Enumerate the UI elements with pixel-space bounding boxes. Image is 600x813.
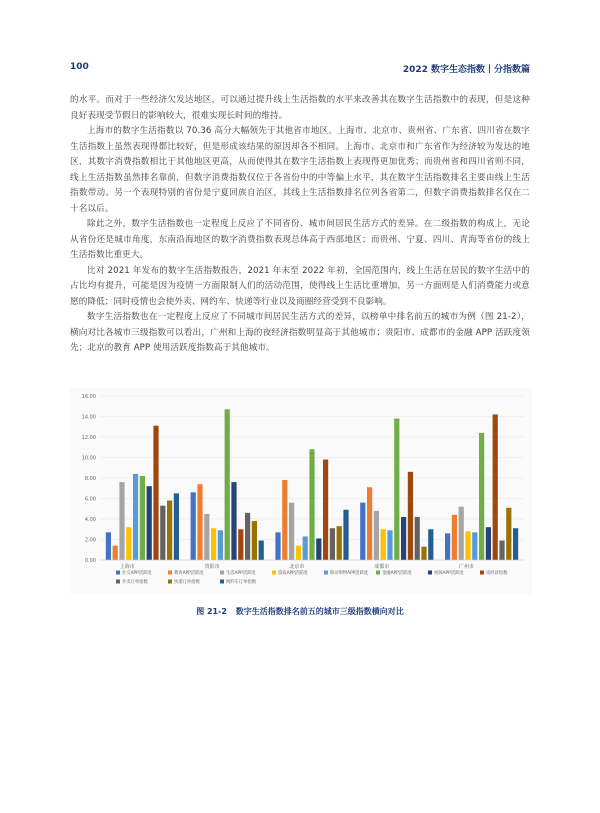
paragraph: 上海市的数字生活指数以 70.36 高分大幅领先于其他省市地区。上海市、北京市、贵州省、广东省、四川省在数字生活指数上虽然表现得都比较好，但是形成该结果的原因却各不相同。上海市、北京市和广东省作为经济较为发达的地区，其数字消费指数相比于其他地区更高，从而使得其在数字生活指数上表现得更加优秀；而贵州省和四川省则不同，线上生活指数虽然排名靠前，但数字消费指数仅位于各省份中的中等偏上水平，其在数字生活指数排名主要由线上生活指数带动。另一个表现特别的省份是宁夏回族自治区，其线上生活指数排名位列各省第二，但数字消费指数排名仅在二十名以后。 (70, 126, 530, 214)
legend-label: 网约车订单指数 (226, 580, 257, 585)
bar (174, 493, 179, 560)
legend-label: 游戏APP活跃度 (278, 571, 308, 576)
y-tick-label: 4.00 (84, 517, 96, 523)
bar (191, 492, 196, 560)
y-tick-label: 0.00 (84, 558, 96, 564)
y-tick-label: 6.00 (84, 496, 96, 503)
bar (479, 433, 484, 560)
bar (197, 484, 202, 560)
bar (452, 515, 457, 560)
bar (486, 527, 491, 560)
page-number: 100 (70, 62, 89, 72)
bar (238, 529, 243, 560)
bar (374, 511, 379, 560)
bar (323, 460, 328, 560)
legend-label: 社交APP活跃度 (122, 571, 152, 576)
bar (513, 528, 518, 560)
bar (309, 449, 314, 560)
bar (303, 536, 308, 560)
legend-swatch (116, 571, 120, 575)
legend-label: 视频APP活跃度 (434, 571, 464, 576)
bar-chart (70, 388, 532, 594)
bar (493, 414, 498, 560)
bar (465, 531, 470, 560)
bar (289, 503, 294, 560)
paragraph: 除此之外，数字生活指数也一定程度上反应了不同省份、城市间居民生活方式的差异。在二级指数的构成上，无论从省份还是城市角度，东南沿海地区的数字消费指数表现总体高于西部地区；而贵州、宁夏、四川、青海等省份的线上生活指数比重更大。 (70, 219, 530, 260)
legend-swatch (272, 571, 276, 575)
bar (231, 482, 236, 560)
paragraph: 的水平。而对于一些经济欠发达地区，可以通过提升线上生活指数的水平来改善其在数字生活指数中的表现，但是这种良好表现受节假日的影响较大，很难实现长时间的维持。 (70, 95, 530, 121)
legend-label: 夜经济指数 (486, 571, 508, 576)
legend-swatch (376, 571, 380, 575)
legend-swatch (168, 571, 172, 575)
bar (140, 476, 145, 560)
y-tick-label: 16.00 (81, 394, 96, 400)
x-tick-label: 贵阳市 (204, 564, 220, 570)
bar (499, 541, 504, 560)
x-tick-label: 上海市 (119, 564, 135, 570)
paragraph: 比对 2021 年发布的数字生活指数报告，2021 年末至 2022 年初，全国范围内，线上生活在居民的数字生活中的占比均有提升，可能是因为疫情一方面限制人们的活动范围，使得线上生活比重增加，另一方面则是人们消费能力或意愿的降低；同时疫情也会使外卖、网约车、快递等行业以及商圈经营受到不良影响。 (70, 265, 530, 307)
legend-swatch (220, 580, 224, 584)
bar (459, 507, 464, 560)
bar (394, 419, 399, 560)
bar (367, 487, 372, 560)
legend-label: 快递订单指数 (174, 580, 200, 585)
paragraph: 数字生活指数也在一定程度上反应了不同城市间居民生活方式的差异，以榜单中排名前五的城市为例（图 21-2），横向对比各城市三级指数可以看出，广州和上海的夜经济指数明显高于其他城市；贵阳市、成都市的金融 APP 活跃度领先；北京的教育 APP 使用活跃度指数高于其他城市。 (70, 312, 530, 353)
bar (160, 506, 165, 560)
bar (119, 482, 124, 560)
legend-swatch (480, 571, 484, 575)
x-tick-label: 成都市 (374, 564, 390, 570)
bar (506, 508, 511, 560)
bar (472, 532, 477, 560)
x-tick-label: 广州市 (459, 564, 475, 570)
y-tick-label: 10.00 (81, 455, 96, 462)
bar (275, 532, 280, 560)
bar (381, 529, 386, 560)
bar (421, 547, 426, 560)
legend-swatch (428, 571, 432, 575)
legend-swatch (220, 571, 224, 575)
bar (415, 517, 420, 560)
legend-label: 外卖订单指数 (122, 580, 148, 585)
bar (218, 530, 223, 560)
bar (245, 513, 250, 560)
figure-number: 图 21-2 (196, 607, 227, 616)
x-tick-label: 北京市 (289, 564, 305, 570)
bar (282, 480, 287, 560)
y-tick-label: 2.00 (84, 537, 96, 544)
chart-svg (70, 388, 532, 594)
legend-label: 生活APP活跃度 (226, 571, 256, 576)
bar (445, 533, 450, 560)
bar (126, 527, 131, 560)
bar (387, 530, 392, 560)
figure-title: 数字生活指数排名前五的城市三级指数横向对比 (235, 607, 404, 616)
bar (401, 517, 406, 560)
bar (360, 503, 365, 560)
bar (225, 409, 230, 560)
legend-label: 金融APP活跃度 (382, 571, 412, 576)
bar (167, 501, 172, 560)
bar (330, 528, 335, 560)
bar (211, 528, 216, 560)
bar (147, 486, 152, 560)
bar (259, 541, 264, 560)
bar (113, 546, 118, 560)
bar (296, 546, 301, 560)
body-text (70, 93, 530, 357)
figure-caption (0, 606, 600, 617)
legend-label: 教育APP活跃度 (174, 571, 204, 576)
bar (204, 514, 209, 560)
bar (316, 538, 321, 560)
legend-swatch (116, 580, 120, 584)
bar (428, 529, 433, 560)
bar (343, 510, 348, 560)
bar (106, 532, 111, 560)
legend-label: 移动购物APP活跃度 (330, 571, 369, 576)
running-head: 2022 数字生态指数丨分指数篇 (402, 65, 530, 75)
bar (153, 426, 158, 560)
y-tick-label: 12.00 (81, 435, 96, 441)
bar (252, 521, 257, 560)
bar (337, 526, 342, 560)
bar (408, 472, 413, 560)
y-tick-label: 8.00 (84, 476, 96, 482)
legend-swatch (168, 580, 172, 584)
bar (133, 474, 138, 560)
y-tick-label: 14.00 (81, 414, 96, 421)
legend-swatch (324, 571, 328, 575)
